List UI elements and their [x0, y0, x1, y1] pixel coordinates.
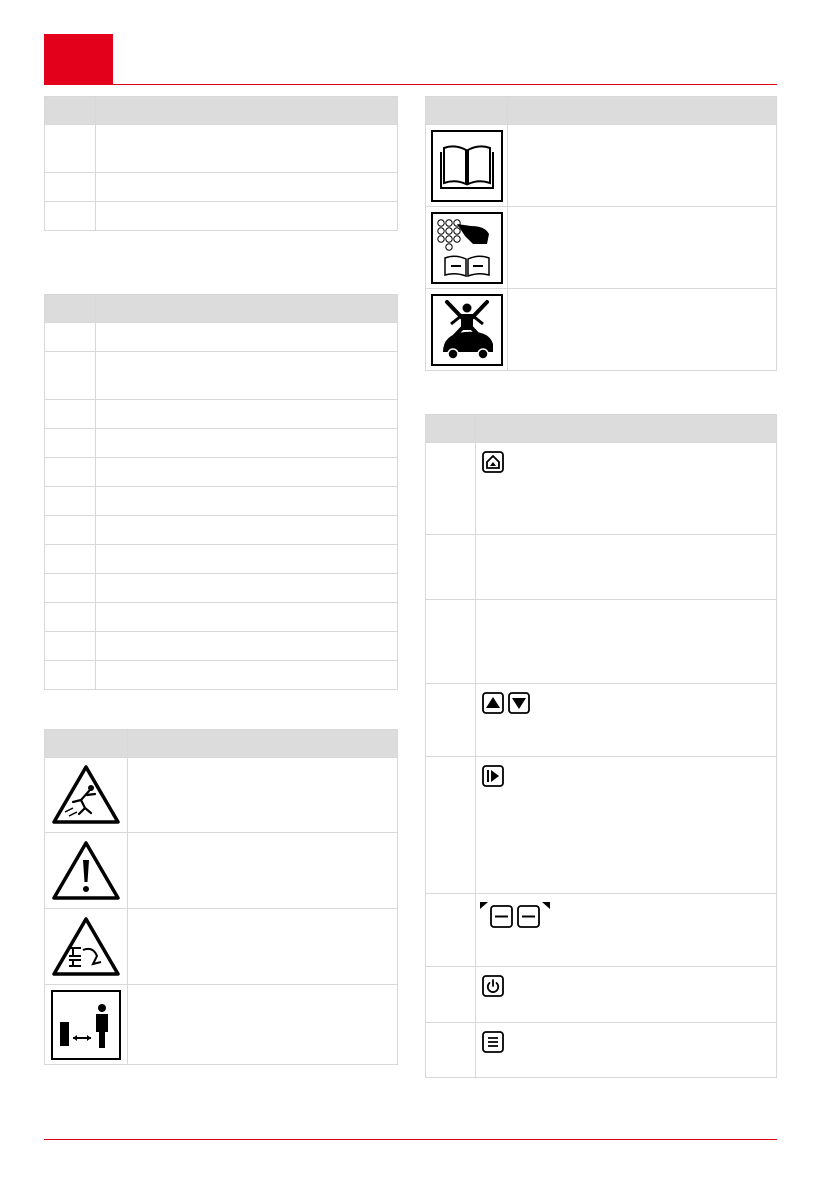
table-row — [426, 967, 777, 1023]
table-row — [426, 684, 777, 757]
table-row — [45, 202, 398, 231]
table-row — [426, 125, 777, 207]
table-row — [45, 125, 398, 173]
table-row — [426, 894, 777, 967]
table-b — [44, 294, 398, 690]
start-key-icon — [482, 765, 504, 787]
table-b-header — [45, 295, 398, 323]
table-d-header — [426, 97, 777, 125]
table-d-symbols — [425, 96, 777, 371]
table-row — [45, 985, 398, 1065]
menu-key-icon — [482, 1031, 504, 1053]
power-key-icon — [482, 975, 504, 997]
section-marker-tab — [44, 34, 113, 84]
down-arrow-key-icon — [508, 692, 530, 714]
table-e-header — [426, 415, 777, 443]
home-key-icon — [482, 451, 504, 473]
table-row — [45, 323, 398, 352]
table-row — [426, 289, 777, 371]
read-manual-icon — [431, 130, 503, 202]
table-row — [426, 600, 777, 684]
fall-hazard-icon — [51, 764, 121, 826]
table-row — [45, 545, 398, 574]
table-row — [426, 207, 777, 289]
keep-distance-icon — [51, 990, 121, 1060]
up-arrow-key-icon — [482, 692, 504, 714]
warning-icon — [51, 840, 121, 902]
table-row — [45, 173, 398, 202]
pin-code-manual-icon — [431, 212, 503, 284]
table-row — [45, 909, 398, 985]
table-row — [426, 757, 777, 894]
table-c-symbols — [44, 729, 398, 1065]
table-row — [45, 516, 398, 545]
table-row — [45, 487, 398, 516]
table-row — [45, 400, 398, 429]
table-row — [45, 429, 398, 458]
table-e-controls — [425, 414, 777, 1078]
no-riding-icon — [431, 294, 503, 366]
table-a-header — [45, 97, 398, 125]
table-c-header — [45, 730, 398, 758]
table-row — [45, 603, 398, 632]
table-row — [426, 1023, 777, 1078]
table-row — [45, 352, 398, 400]
table-row — [45, 833, 398, 909]
table-a — [44, 96, 398, 231]
table-row — [426, 535, 777, 600]
soft-key-right-icon — [516, 902, 550, 928]
table-row — [45, 632, 398, 661]
crush-hazard-icon — [51, 916, 121, 978]
table-row — [45, 574, 398, 603]
table-row — [426, 443, 777, 535]
table-row — [45, 458, 398, 487]
header-rule — [44, 84, 777, 85]
table-row — [45, 661, 398, 690]
table-row — [45, 758, 398, 833]
footer-rule — [44, 1139, 777, 1140]
soft-key-left-icon — [480, 902, 514, 928]
